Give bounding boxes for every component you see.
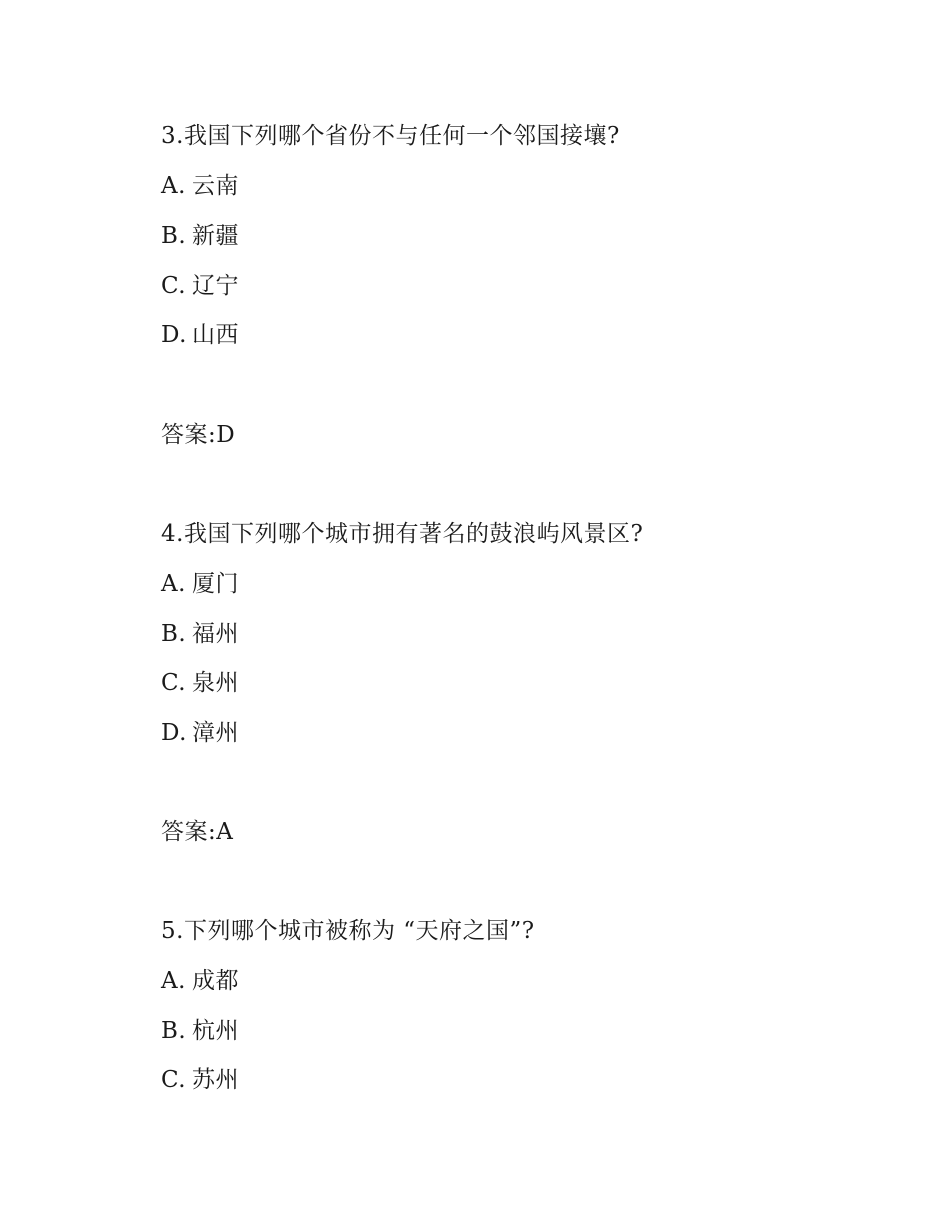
option-letter: C.	[161, 1067, 187, 1093]
option-letter: D.	[161, 322, 187, 348]
option-text: 成都	[192, 968, 239, 994]
option-text: 山西	[192, 322, 239, 348]
option-text: 辽宁	[192, 273, 239, 299]
option-text: 福州	[192, 621, 239, 647]
option-text: 厦门	[192, 571, 239, 597]
option-letter: A.	[161, 968, 186, 994]
option-letter: B.	[161, 621, 187, 647]
option-letter: D.	[161, 720, 187, 746]
option-text: 漳州	[192, 720, 239, 746]
option-text: 杭州	[192, 1018, 239, 1044]
option-letter: B.	[161, 1018, 187, 1044]
question-3-option-d	[161, 320, 239, 350]
option-text: 新疆	[192, 223, 239, 249]
question-5-option-b	[161, 1016, 239, 1046]
option-letter: B.	[161, 223, 187, 249]
question-4-option-b	[161, 619, 239, 649]
question-5-option-c	[161, 1065, 239, 1095]
question-3-option-b	[161, 221, 239, 251]
option-text: 泉州	[192, 670, 239, 696]
option-letter: A.	[161, 173, 186, 199]
question-3-text: 3.我国下列哪个省份不与任何一个邻国接壤?	[161, 123, 620, 149]
question-5-text: 5.下列哪个城市被称为 “天府之国”?	[161, 918, 535, 944]
question-4-option-a	[161, 569, 239, 599]
option-letter: C.	[161, 273, 187, 299]
question-4-text: 4.我国下列哪个城市拥有著名的鼓浪屿风景区?	[161, 521, 644, 547]
question-3-option-a	[161, 171, 239, 201]
question-3-option-c	[161, 271, 239, 301]
question-4-answer: 答案:A	[161, 819, 234, 845]
question-4-option-c	[161, 668, 239, 698]
question-5-option-a	[161, 966, 239, 996]
question-4-option-d	[161, 718, 239, 748]
option-text: 苏州	[192, 1067, 239, 1093]
option-letter: A.	[161, 571, 186, 597]
question-3-answer: 答案:D	[161, 422, 236, 448]
option-text: 云南	[192, 173, 239, 199]
option-letter: C.	[161, 670, 187, 696]
